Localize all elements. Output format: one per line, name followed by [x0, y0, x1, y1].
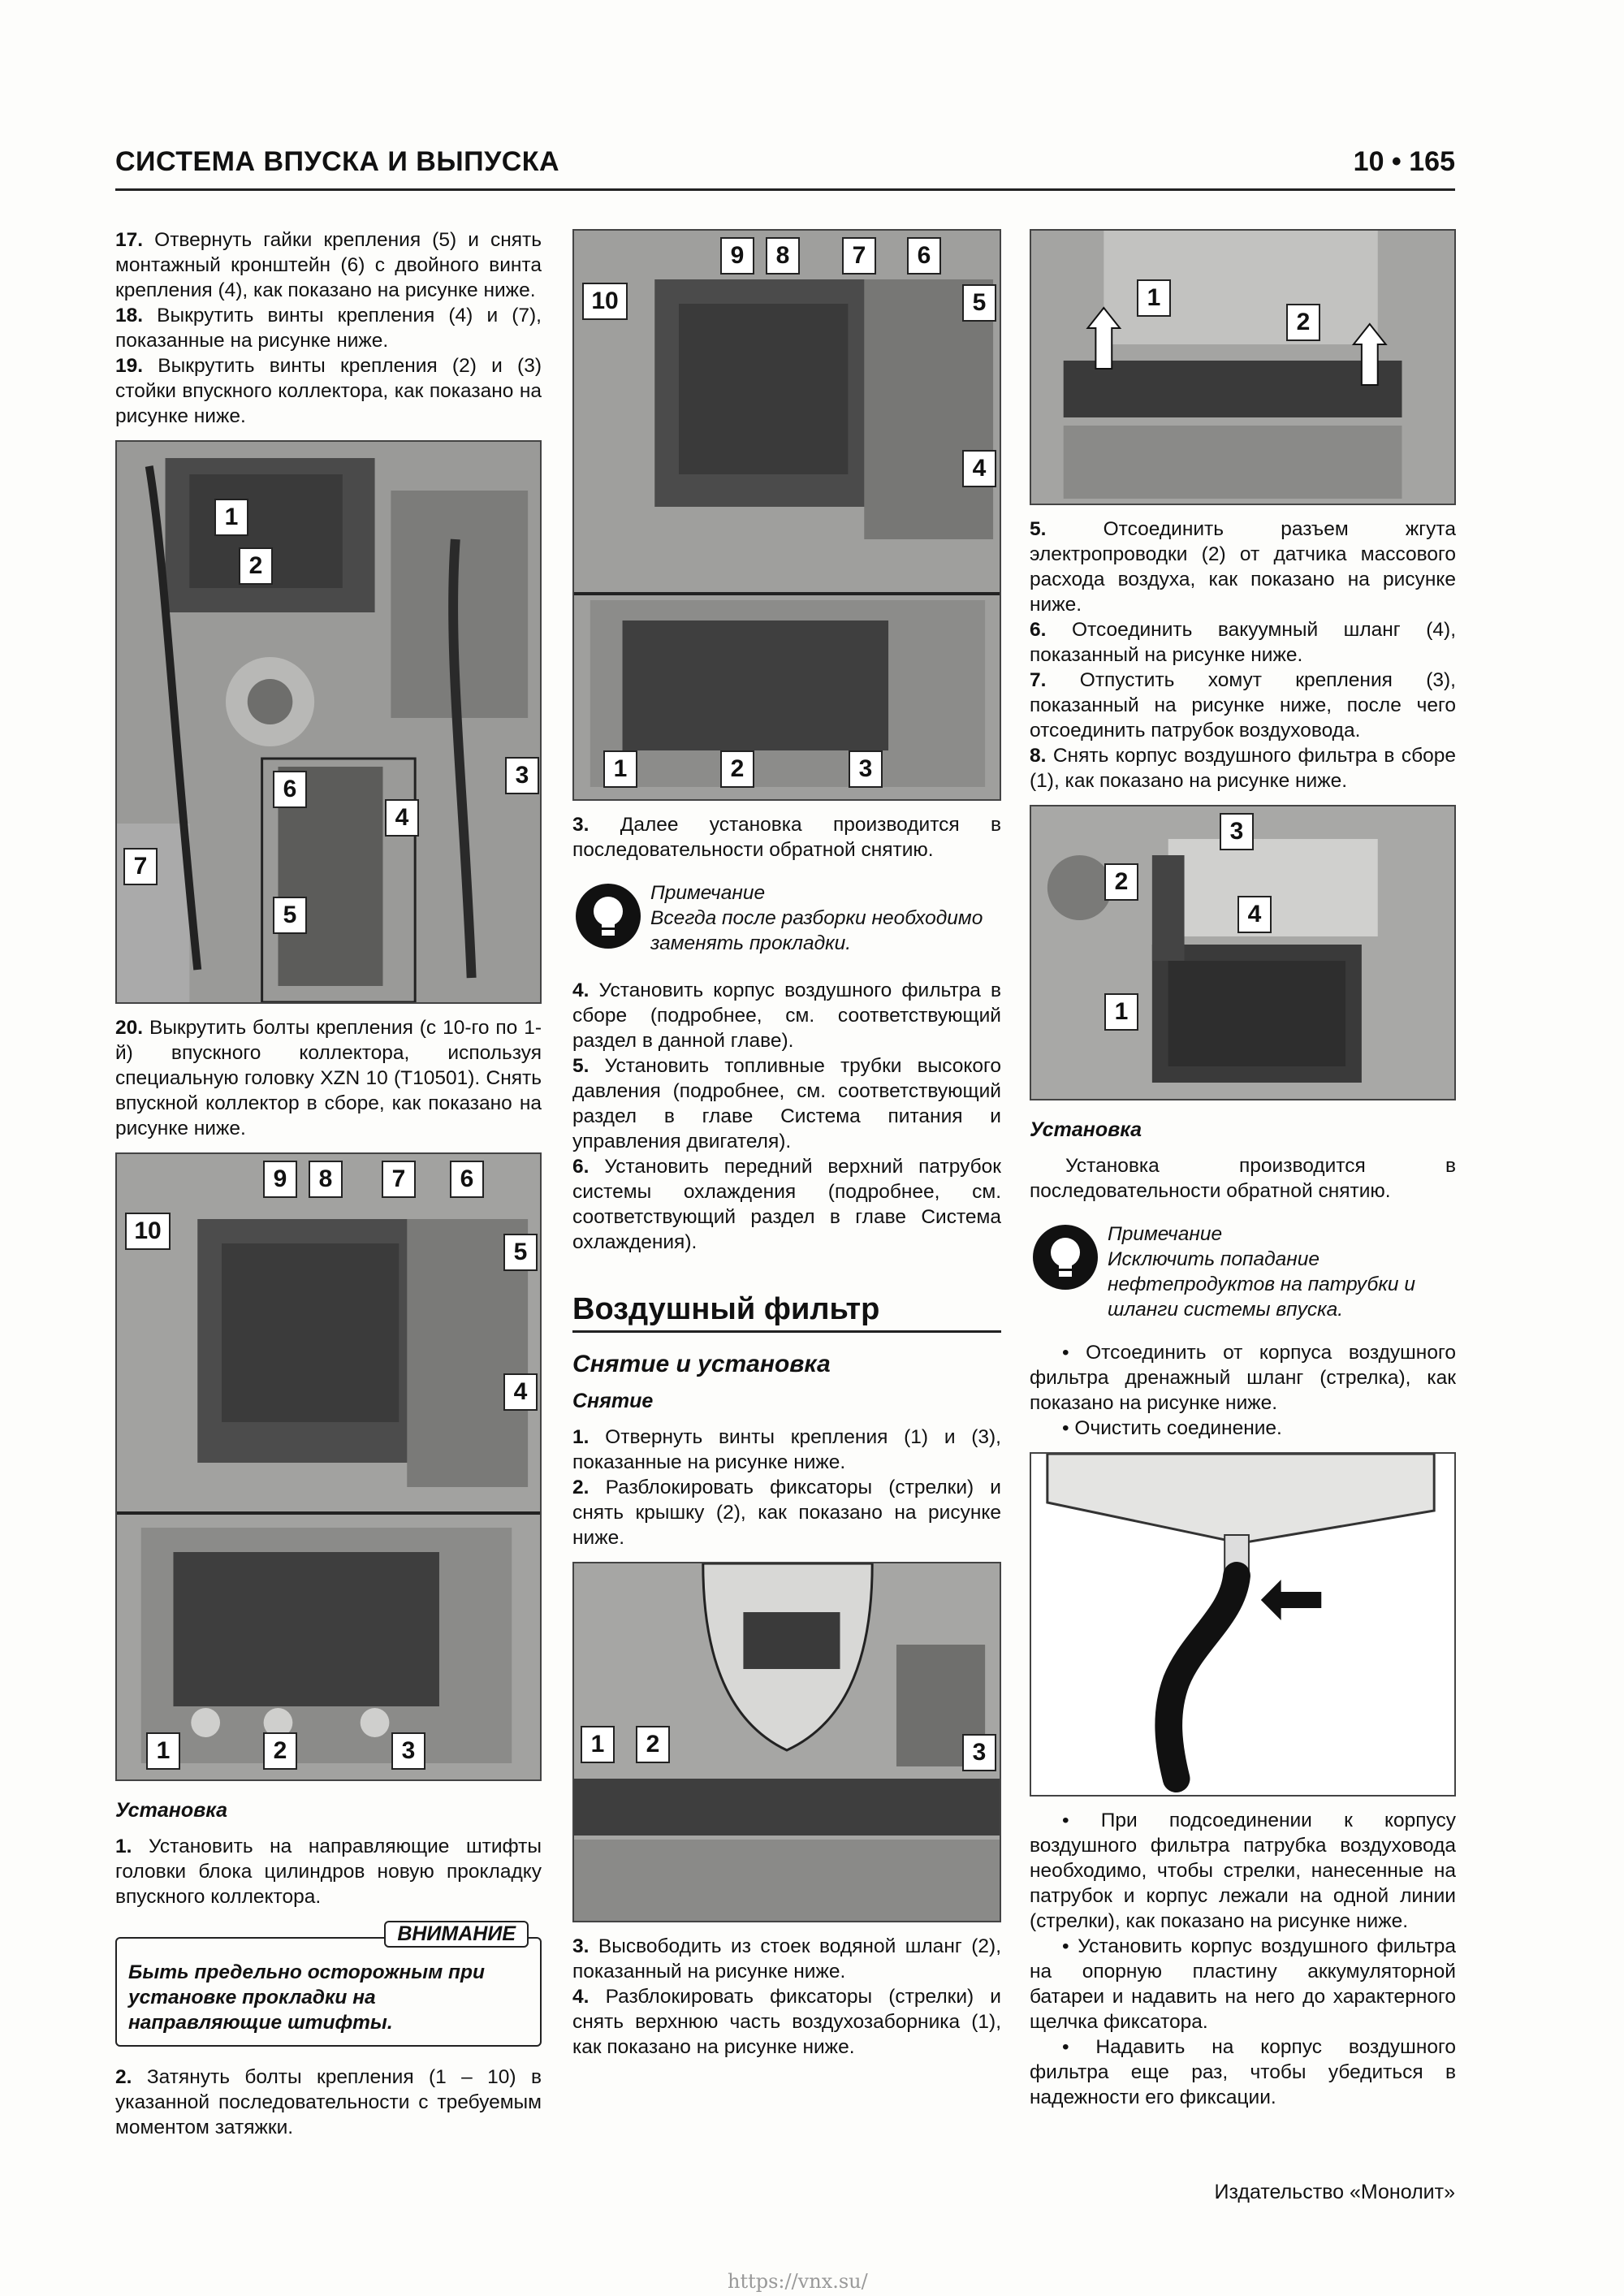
fig2-label-10: 10: [125, 1213, 171, 1250]
install-step-2: 2. Затянуть болты крепления (1 – 10) в указанной последовательности с требуемым моментом затяжки.: [115, 2066, 542, 2138]
fig3-label-10: 10: [582, 283, 628, 320]
figure-drain-hose: [1030, 1452, 1456, 1797]
fig1-label-6: 6: [273, 771, 307, 808]
column-right: [1030, 227, 1456, 2110]
removal-step-7: 7. Отпустить хомут крепления (3), показанный на рисунке ниже, после чего отсоединить патрубок воздуховода.: [1030, 669, 1456, 742]
fig3-label-5: 5: [962, 284, 996, 322]
note-1-title: Примечание: [650, 882, 766, 904]
removal-step-8: 8. Снять корпус воздушного фильтра в сборе (1), как показано на рисунке ниже.: [1030, 745, 1456, 792]
removal-step-1: 1. Отвернуть винты крепления (1) и (3), показанные на рисунке ниже.: [572, 1426, 1001, 1473]
fig4-label-3: 3: [962, 1734, 996, 1771]
engine-photo-3: [574, 231, 1000, 799]
engine-photo-5: [1031, 231, 1454, 504]
warning-title: ВНИМАНИЕ: [384, 1921, 529, 1948]
bullet-4: • Установить корпус воздушного фильтра на опорную пластину аккумуляторной батареи и надавить на него до характерного щелчка фиксатора.: [1030, 1935, 1456, 2033]
fig4-label-1: 1: [581, 1726, 615, 1763]
removal-step-4: 4. Разблокировать фиксаторы (стрелки) и снять верхнюю часть воздухозаборника (1), как показано на рисунке ниже.: [572, 1986, 1001, 2058]
lightbulb-icon: [1031, 1223, 1099, 1291]
figure-air-intake-upper: [1030, 229, 1456, 505]
bullet-1: • Отсоединить от корпуса воздушного фильтра дренажный шланг (стрелка), как показано на рисунке ниже.: [1030, 1342, 1456, 1414]
install-heading-1: Установка: [115, 1799, 228, 1822]
fig2-label-9: 9: [263, 1161, 297, 1198]
fig3-label-8: 8: [766, 237, 800, 275]
watermark-link[interactable]: https://vnx.su/: [728, 2270, 868, 2293]
removal-heading: Снятие: [572, 1390, 654, 1412]
removal-step-3: 3. Высвободить из стоек водяной шланг (2), показанный на рисунке ниже.: [572, 1935, 1001, 1983]
fig1-label-7: 7: [123, 848, 158, 885]
removal-step-6: 6. Отсоединить вакуумный шланг (4), показанный на рисунке ниже.: [1030, 619, 1456, 666]
fig2-label-1: 1: [146, 1732, 180, 1770]
engine-photo-2: [117, 1154, 540, 1779]
figure-air-intake-cover: [572, 1562, 1001, 1922]
fig5-label-2: 2: [1286, 304, 1320, 341]
fig6-label-1: 1: [1104, 993, 1138, 1031]
bullet-5: • Надавить на корпус воздушного фильтра еще раз, чтобы убедиться в надежности его фиксации.: [1030, 2036, 1456, 2108]
section-title-air-filter: Воздушный фильтр: [572, 1292, 1001, 1333]
fig1-label-4: 4: [385, 799, 419, 837]
install-step-5: 5. Установить топливные трубки высокого давления (подробнее, см. соответствующий раздел в главе Система питания и управления двигателя).: [572, 1055, 1001, 1152]
step-17: 17. Отвернуть гайки крепления (5) и снять монтажный кронштейн (6) с двойного винта крепления (4), как показано на рисунке ниже.: [115, 229, 542, 301]
note-2-title: Примечание: [1108, 1223, 1223, 1245]
fig2-label-7: 7: [382, 1161, 416, 1198]
fig3-label-1: 1: [603, 750, 637, 788]
fig6-label-3: 3: [1220, 813, 1254, 850]
fig3-label-4: 4: [962, 450, 996, 487]
note-2: [1030, 1222, 1456, 1322]
install-step-1: 1. Установить на направляющие штифты головки блока цилиндров новую прокладку впускного коллектора.: [115, 1836, 542, 1908]
page-number: 10 • 165: [1353, 146, 1455, 177]
page-header: [115, 146, 1455, 185]
section-header-title: СИСТЕМА ВПУСКА И ВЫПУСКА: [115, 146, 560, 177]
fig3-label-7: 7: [842, 237, 876, 275]
install-step-4: 4. Установить корпус воздушного фильтра в сборе (подробнее, см. соответствующий раздел в данной главе).: [572, 979, 1001, 1052]
engine-photo-6: [1031, 806, 1454, 1099]
fig5-label-1: 1: [1137, 279, 1171, 317]
removal-step-5: 5. Отсоединить разъем жгута электропроводки (2) от датчика массового расхода воздуха, как показано на рисунке ниже.: [1030, 518, 1456, 616]
column-middle: [572, 227, 1001, 2060]
figure-air-filter-housing: [1030, 805, 1456, 1100]
step-20: 20. Выкрутить болты крепления (с 10-го по 1-й) впускного коллектора, используя специальную головку XZN 10 (T10501). Снять впускной коллектор в сборе, как показано на рисунке ниже.: [115, 1017, 542, 1139]
bullet-3: • При подсоединении к корпусу воздушного фильтра патрубка воздуховода необходимо, чтобы стрелки, нанесенные на патрубок и корпус лежали на одной линии (стрелки), как показано на рисунке ниже.: [1030, 1810, 1456, 1932]
fig2-label-4: 4: [503, 1373, 538, 1411]
removal-step-2: 2. Разблокировать фиксаторы (стрелки) и снять крышку (2), как показано на рисунке ниже.: [572, 1477, 1001, 1549]
fig2-label-8: 8: [309, 1161, 343, 1198]
column-left: [115, 227, 542, 2140]
figure-manifold-bracket: [115, 440, 542, 1004]
warning-text: Быть предельно осторожным при установке прокладки на направляющие штифты.: [128, 1961, 485, 2034]
install-text: Установка производится в последовательности обратной снятию.: [1030, 1155, 1456, 1202]
figure-intake-manifold: [115, 1152, 542, 1781]
fig3-label-6: 6: [907, 237, 941, 275]
fig1-label-2: 2: [239, 547, 273, 585]
fig2-label-5: 5: [503, 1234, 538, 1271]
bullet-2: • Очистить соединение.: [1062, 1417, 1282, 1439]
install-heading-2: Установка: [1030, 1118, 1142, 1141]
warning-box: [115, 1922, 542, 2047]
fig1-label-5: 5: [273, 897, 307, 934]
drain-hose-drawing: [1031, 1454, 1454, 1795]
fig2-label-6: 6: [450, 1161, 484, 1198]
fig6-label-4: 4: [1237, 896, 1272, 933]
note-2-text: Исключить попадание нефтепродуктов на патрубки и шланги системы впуска.: [1108, 1248, 1415, 1321]
fig6-label-2: 2: [1104, 863, 1138, 901]
step-19: 19. Выкрутить винты крепления (2) и (3) стойки впускного коллектора, как показано на рисунке ниже.: [115, 355, 542, 427]
subsection-title: Снятие и установка: [572, 1351, 831, 1377]
note-1: [572, 880, 1001, 960]
lightbulb-icon: [574, 882, 642, 950]
install-step-6: 6. Установить передний верхний патрубок системы охлаждения (подробнее, см. соответствующий раздел в главе Система охлаждения).: [572, 1156, 1001, 1253]
publisher-footer: Издательство «Монолит»: [1214, 2181, 1455, 2203]
fig1-label-3: 3: [505, 757, 539, 794]
step-18: 18. Выкрутить винты крепления (4) и (7), показанные на рисунке ниже.: [115, 305, 542, 352]
figure-manifold-install: [572, 229, 1001, 801]
fig2-label-3: 3: [391, 1732, 425, 1770]
fig3-label-9: 9: [720, 237, 754, 275]
fig1-label-1: 1: [214, 499, 248, 536]
header-rule: [115, 188, 1455, 191]
engine-photo-1: [117, 442, 540, 1002]
fig2-label-2: 2: [263, 1732, 297, 1770]
fig3-label-2: 2: [720, 750, 754, 788]
fig4-label-2: 2: [636, 1726, 670, 1763]
fig3-label-3: 3: [849, 750, 883, 788]
install-step-3: 3. Далее установка производится в последовательности обратной снятию.: [572, 814, 1001, 861]
note-1-text: Всегда после разборки необходимо заменять прокладки.: [650, 907, 983, 954]
